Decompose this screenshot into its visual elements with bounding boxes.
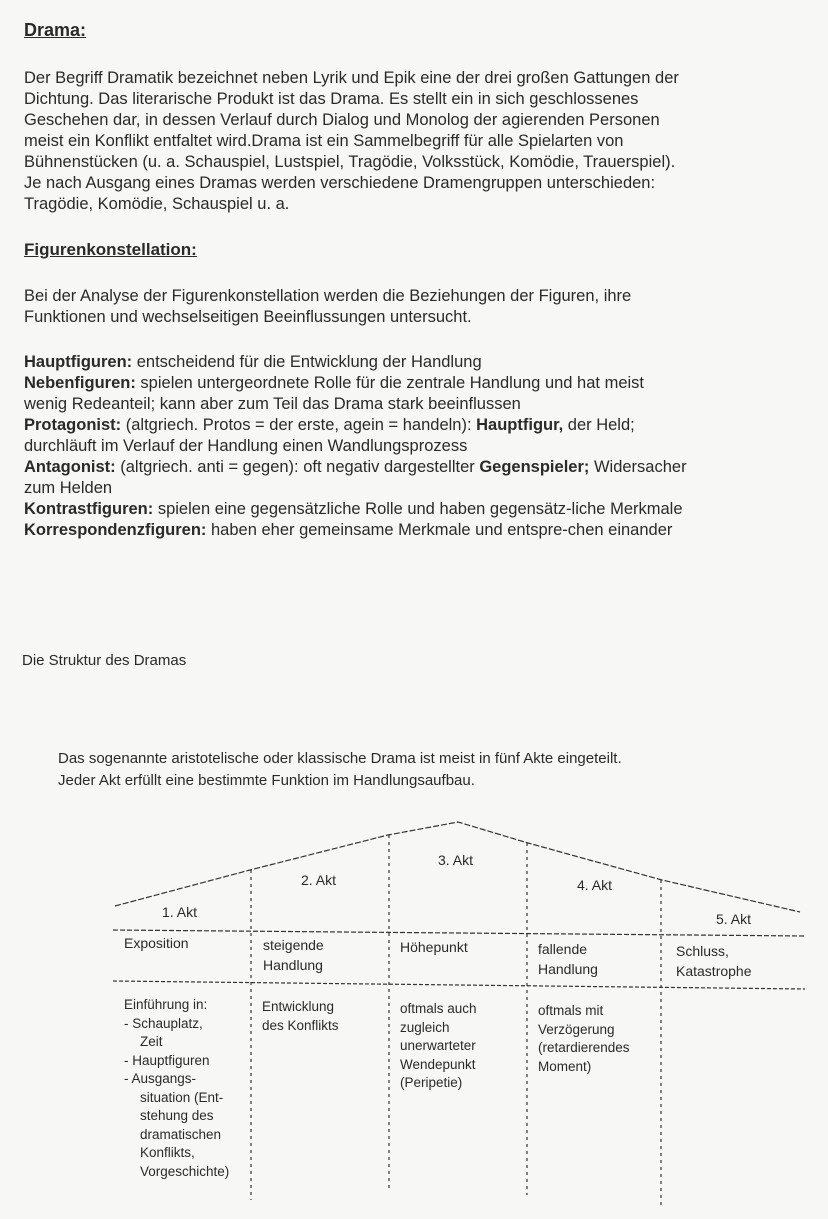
term: Kontrastfiguren: — [24, 500, 154, 518]
detail-line: Entwicklung — [262, 999, 335, 1014]
term: Antagonist: — [24, 458, 116, 476]
act-title-5 — [676, 941, 752, 981]
act-title-line: Exposition — [124, 935, 189, 951]
act-label-4: 4. Akt — [577, 877, 613, 893]
figuren-intro-line: Bei der Analyse der Figurenkonstellation werden die Beziehungen der Figuren, ihre — [24, 287, 632, 305]
act-label-1: 1. Akt — [162, 904, 198, 920]
act-details-3 — [400, 1000, 477, 1093]
struktur-intro-line: Das sogenannte aristotelische oder klassische Drama ist meist in fünf Akte eingeteilt. — [58, 750, 622, 767]
drama-line: Bühnenstücken (u. a. Schauspiel, Lustspiel, Tragödie, Volksstück, Komödie, Trauerspiel). — [24, 153, 676, 171]
act-label-5: 5. Akt — [716, 911, 752, 927]
act-details-2 — [262, 998, 339, 1035]
act-label-3: 3. Akt — [438, 852, 474, 868]
drama-line: Dichtung. Das literarische Produkt ist das Drama. Es stellt ein in sich geschlossenes — [24, 90, 639, 108]
detail-line: dramatischen — [140, 1126, 222, 1142]
act-title-line: Schluss, — [676, 943, 729, 959]
act-details-4 — [538, 1002, 630, 1076]
def-text: Widersacher — [589, 458, 687, 476]
detail-line: stehung des — [140, 1108, 214, 1123]
detail-line: Zeit — [140, 1034, 163, 1049]
def-text: spielen untergeordnete Rolle für die zentrale Handlung und hat meist — [135, 374, 645, 392]
def-text: der Held; — [563, 416, 635, 434]
def-text: spielen eine gegensätzliche Rolle und haben gegensätz-liche Merkmale — [153, 500, 683, 518]
detail-line: unerwarteter — [400, 1038, 476, 1053]
detail-line: Verzögerung — [538, 1021, 615, 1037]
detail-line: - Ausgangs- — [124, 1071, 197, 1086]
detail-line: zugleich — [400, 1019, 450, 1035]
act-label-2: 2. Akt — [301, 872, 337, 888]
def-nebenfiguren-cont: wenig Redeanteil; kann aber zum Teil das Drama stark beeinflussen — [24, 395, 521, 413]
detail-line: Moment) — [538, 1058, 592, 1074]
def-text: entscheidend für die Entwicklung der Handlung — [132, 353, 482, 371]
act-title-3 — [400, 937, 468, 957]
detail-line: Einführung in: — [124, 997, 208, 1012]
def-antagonist-cont: zum Helden — [24, 479, 113, 497]
term: Protagonist: — [24, 416, 122, 434]
act-title-line: Handlung — [263, 957, 323, 973]
detail-line: Konflikts, — [140, 1145, 195, 1160]
rule-top — [113, 930, 805, 936]
drama-line: meist ein Konflikt entfaltet wird.Drama ist ein Sammelbegriff für alle Spielarten von — [24, 132, 624, 150]
drama-heading: Drama: — [24, 20, 87, 40]
term: Hauptfiguren: — [24, 353, 133, 371]
def-text: haben eher gemeinsame Merkmale und entspre-chen einander — [206, 521, 673, 539]
act-title-line: Katastrophe — [676, 963, 752, 979]
def-text: (altgriech. Protos = der erste, agein = handeln): — [121, 416, 477, 434]
detail-line: (Peripetie) — [400, 1075, 463, 1090]
act-title-line: Handlung — [538, 961, 598, 977]
act-title-4 — [538, 939, 598, 979]
term: Korrespondenzfiguren: — [24, 521, 207, 539]
term: Gegenspieler; — [479, 458, 590, 476]
term: Nebenfiguren: — [24, 374, 136, 392]
drama-line: Geschehen dar, in dessen Verlauf durch Dialog und Monolog der agierenden Personen — [24, 111, 660, 129]
act-title-line: Höhepunkt — [400, 939, 468, 955]
figuren-intro-line: Funktionen und wechselseitigen Beeinflussungen untersucht. — [24, 308, 472, 326]
struktur-intro-line: Jeder Akt erfüllt eine bestimmte Funktion im Handlungsaufbau. — [58, 772, 475, 789]
drama-line: Je nach Ausgang eines Dramas werden verschiedene Dramengruppen unterschieden: — [24, 174, 656, 192]
detail-line: oftmals mit — [538, 1003, 604, 1018]
def-protagonist-cont: durchläuft im Verlauf der Handlung einen Wandlungsprozess — [24, 437, 468, 455]
term: Hauptfigur, — [476, 416, 564, 434]
drama-line: Tragödie, Komödie, Schauspiel u. a. — [24, 195, 290, 213]
detail-line: Wendepunkt — [400, 1056, 476, 1072]
detail-line: situation (Ent- — [140, 1089, 224, 1105]
act-title-1 — [124, 933, 189, 953]
detail-line: des Konflikts — [262, 1017, 339, 1033]
act-title-line: steigende — [263, 937, 324, 953]
rule-mid — [113, 981, 805, 989]
detail-line: - Hauptfiguren — [124, 1052, 210, 1068]
act-title-line: fallende — [538, 941, 588, 957]
detail-line: (retardierendes — [538, 1040, 630, 1055]
detail-line: oftmals auch — [400, 1001, 477, 1016]
figuren-heading: Figurenkonstellation: — [24, 240, 197, 259]
drama-line: Der Begriff Dramatik bezeichnet neben Lyrik und Epik eine der drei großen Gattungen der — [24, 69, 679, 87]
struktur-title: Die Struktur des Dramas — [22, 652, 187, 669]
def-text: (altgriech. anti = gegen): oft negativ dargestellter — [115, 458, 480, 476]
detail-line: - Schauplatz, — [124, 1015, 203, 1031]
act-title-2 — [263, 935, 324, 975]
detail-line: Vorgeschichte) — [140, 1163, 230, 1179]
act-details-1 — [124, 996, 229, 1181]
